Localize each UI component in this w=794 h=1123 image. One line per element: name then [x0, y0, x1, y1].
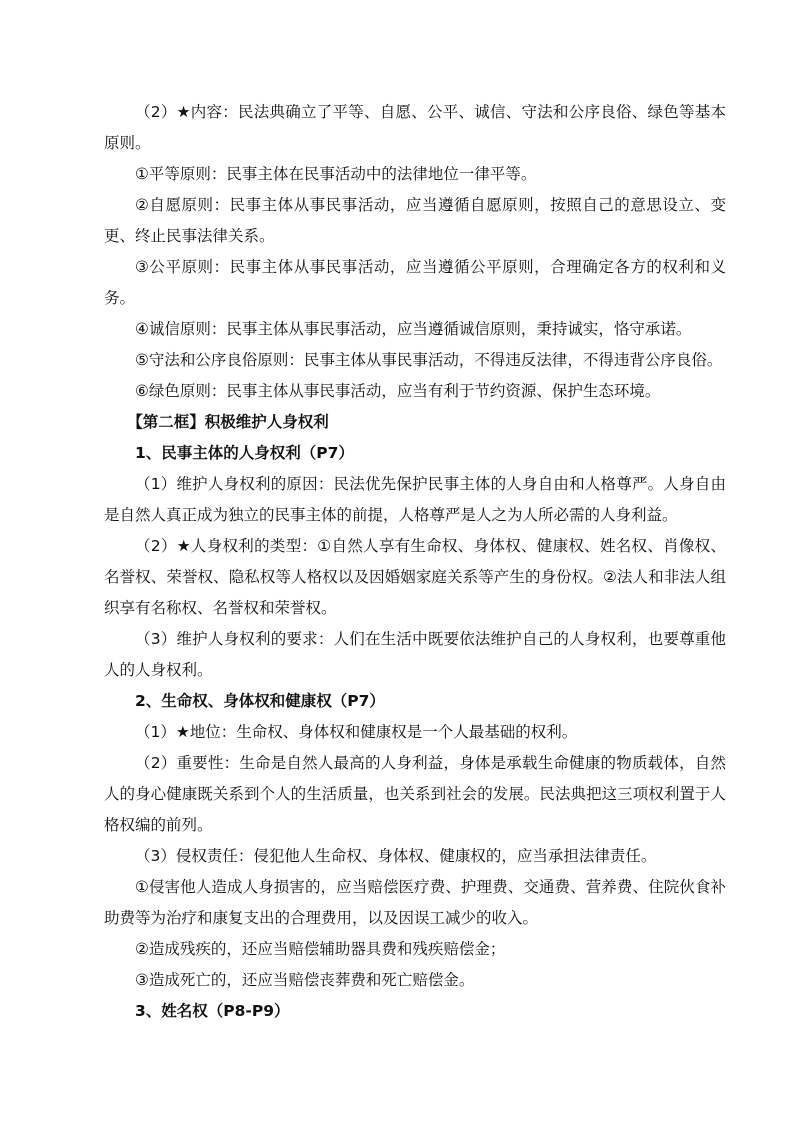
paragraph-personal-injury: ①侵害他人造成人身损害的，应当赔偿医疗费、护理费、交通费、营养费、住院伙食补助费等为治疗和康复支出的合理费用，以及因误工减少的收入。: [104, 878, 726, 927]
paragraph-status: （1）★地位：生命权、身体权和健康权是一个人最基础的权利。: [135, 723, 578, 741]
subheading-personal-rights: 1、民事主体的人身权利（P7）: [135, 444, 354, 462]
paragraph-voluntary-principle: ②自愿原则：民事主体从事民事活动，应当遵循自愿原则，按照自己的意思设立、变更、终止民事法律关系。: [104, 196, 726, 245]
paragraph-types-of-rights: （2）★人身权利的类型：①自然人享有生命权、身体权、健康权、姓名权、肖像权、名誉权、荣誉权、隐私权等人格权以及因婚姻家庭关系等产生的身份权。②法人和非法人组织享有名称权、名誉权和荣誉权。: [104, 537, 726, 617]
document-page: [104, 97, 726, 1027]
paragraph-green-principle: ⑥绿色原则：民事主体从事民事活动，应当有利于节约资源、保护生态环境。: [135, 382, 661, 400]
section-heading-second-frame: 【第二框】积极维护人身权利: [127, 413, 329, 431]
paragraph-disability: ②造成残疾的，还应当赔偿辅助器具费和残疾赔偿金；: [135, 940, 506, 958]
paragraph-good-faith-principle: ④诚信原则：民事主体从事民事活动，应当遵循诚信原则，秉持诚实，恪守承诺。: [135, 320, 692, 338]
paragraph-tort-liability: （3）侵权责任：侵犯他人生命权、身体权、健康权的，应当承担法律责任。: [135, 847, 657, 865]
paragraph-basic-principles: （2）★内容：民法典确立了平等、自愿、公平、诚信、守法和公序良俗、绿色等基本原则。: [104, 103, 726, 152]
paragraph-requirements: （3）维护人身权利的要求：人们在生活中既要依法维护自己的人身权利，也要尊重他人的人身权利。: [104, 630, 726, 679]
subheading-life-body-health: 2、生命权、身体权和健康权（P7）: [135, 692, 385, 710]
paragraph-law-and-order-principle: ⑤守法和公序良俗原则：民事主体从事民事活动，不得违反法律，不得违背公序良俗。: [135, 351, 723, 369]
paragraph-reason-for-protection: （1）维护人身权利的原因：民法优先保护民事主体的人身自由和人格尊严。人身自由是自然人真正成为独立的民事主体的前提，人格尊严是人之为人所必需的人身利益。: [104, 475, 726, 524]
paragraph-importance: （2）重要性：生命是自然人最高的人身利益，身体是承载生命健康的物质载体，自然人的身心健康既关系到个人的生活质量，也关系到社会的发展。民法典把这三项权利置于人格权编的前列。: [104, 754, 726, 834]
paragraph-death: ③造成死亡的，还应当赔偿丧葬费和死亡赔偿金。: [135, 971, 475, 989]
subheading-name-right: 3、姓名权（P8-P9）: [135, 1002, 290, 1020]
paragraph-equality-principle: ①平等原则：民事主体在民事活动中的法律地位一律平等。: [135, 165, 537, 183]
paragraph-fairness-principle: ③公平原则：民事主体从事民事活动，应当遵循公平原则，合理确定各方的权利和义务。: [104, 258, 726, 307]
